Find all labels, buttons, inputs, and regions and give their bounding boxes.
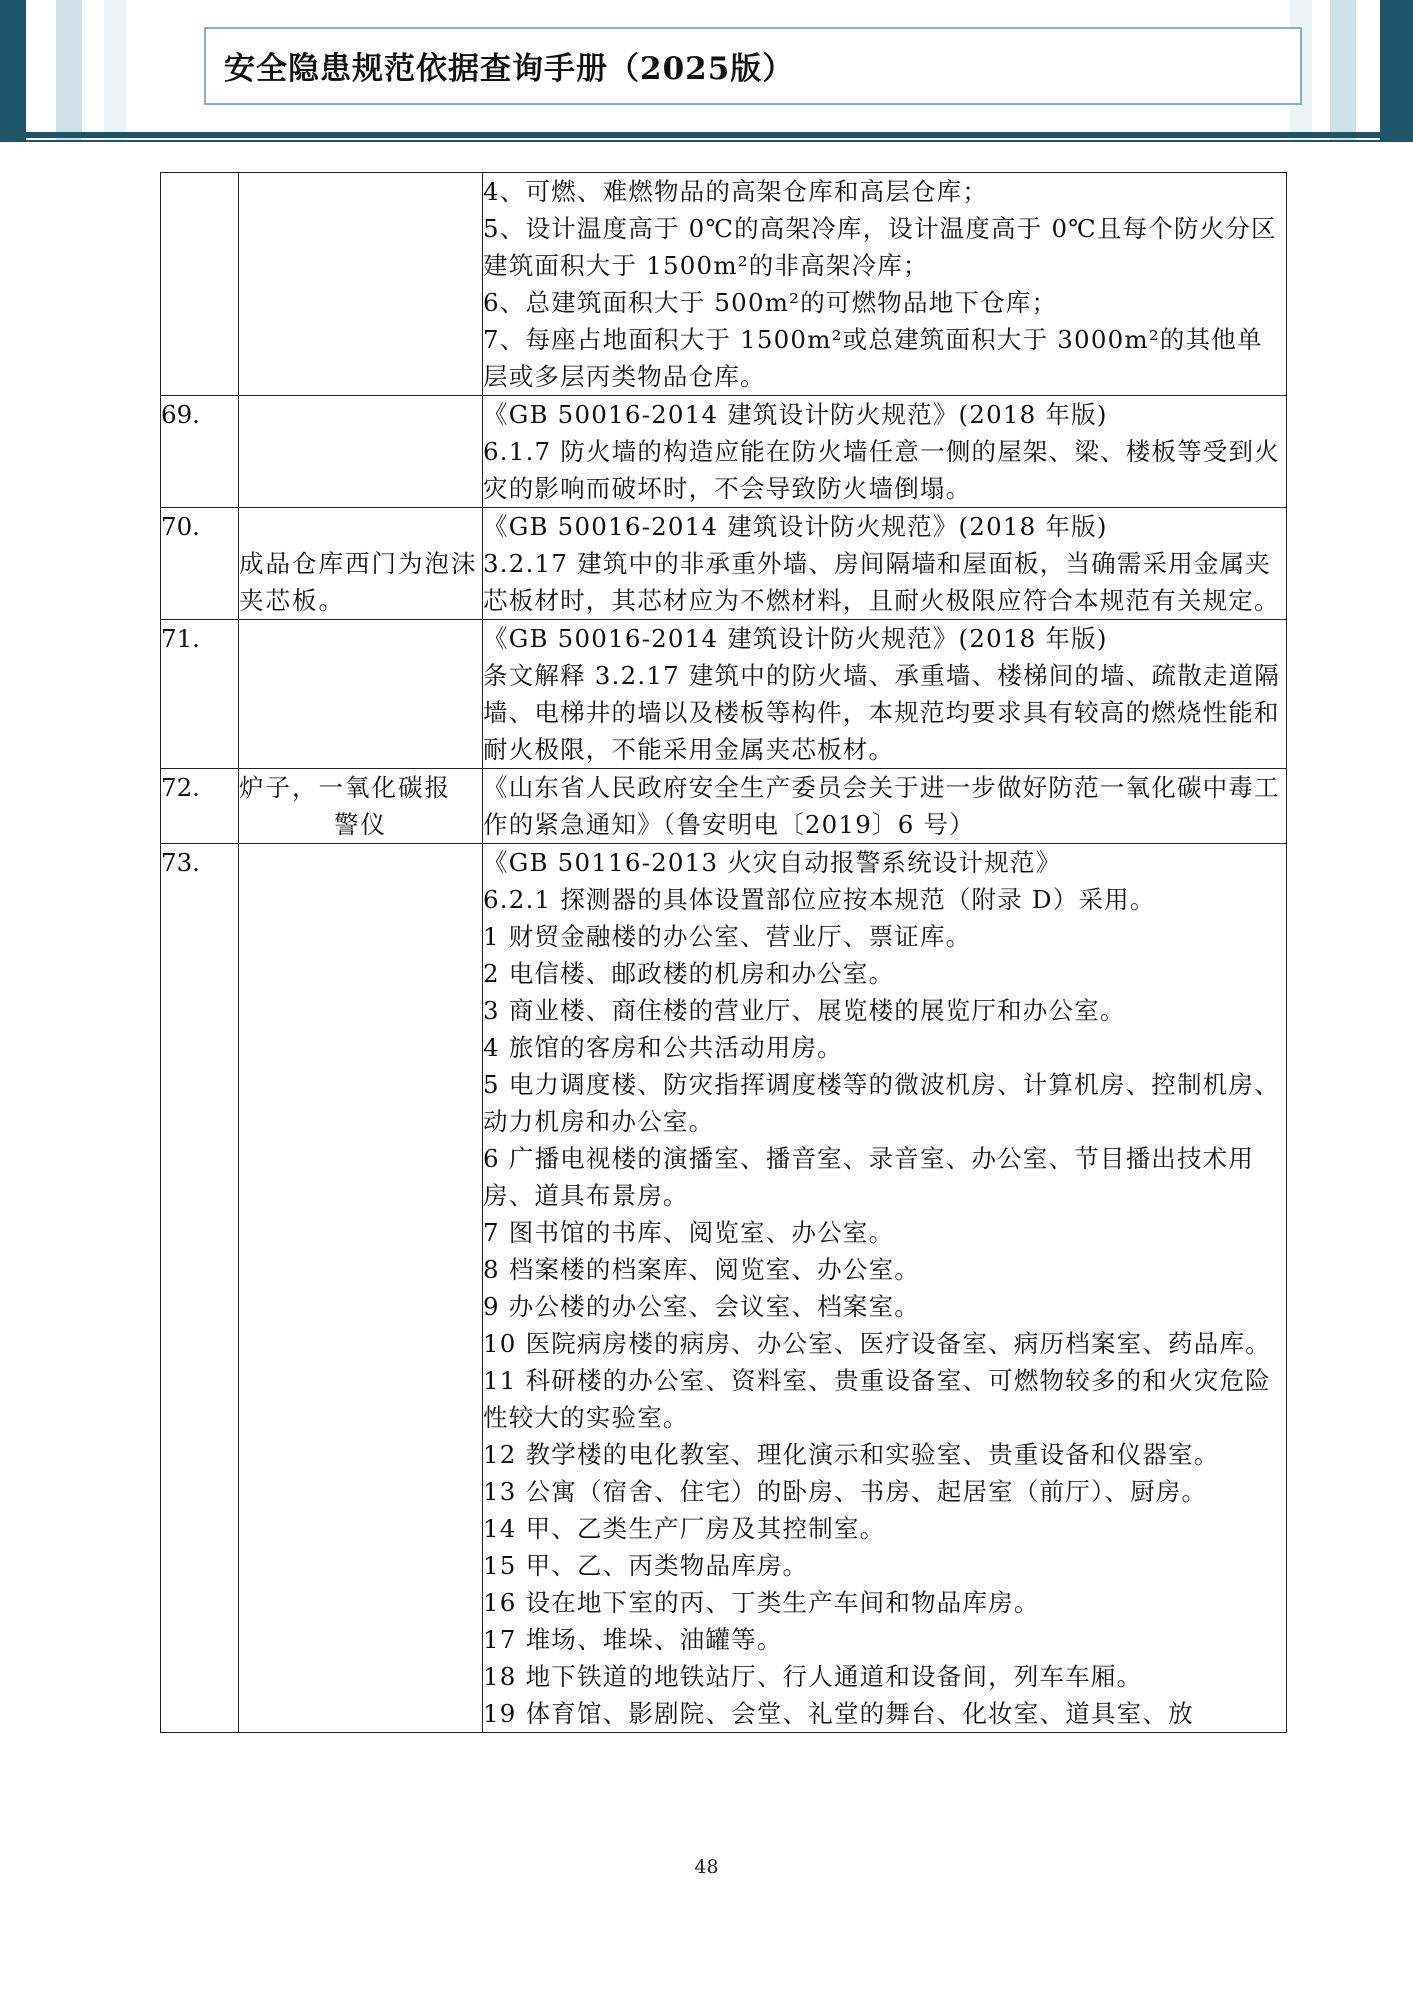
- basis-line: 3 商业楼、商住楼的营业厅、展览楼的展览厅和办公室。: [483, 996, 1126, 1025]
- basis-line: 6、总建筑面积大于 500m²的可燃物品地下仓库；: [483, 288, 1058, 317]
- basis-line: 6.2.1 探测器的具体设置部位应按本规范（附录 D）采用。: [483, 885, 1156, 914]
- hazard-cell: [239, 769, 483, 844]
- basis-cell: [483, 620, 1287, 769]
- basis-line: 3.2.17 建筑中的非承重外墙、房间隔墙和屋面板，当确需采用金属夹芯板材时，其芯材应为不燃材料，且耐火极限应符合本规范有关规定。: [483, 549, 1280, 615]
- basis-cell: [483, 173, 1287, 396]
- regulation-table: [160, 172, 1287, 1733]
- hazard-cell: [239, 508, 483, 620]
- basis-line: 10 医院病房楼的病房、办公室、医疗设备室、病历档案室、药品库。: [483, 1329, 1271, 1358]
- header-rule: [0, 132, 1413, 138]
- basis-line: 4、可燃、难燃物品的高架仓库和高层仓库；: [483, 177, 989, 206]
- basis-line: 14 甲、乙类生产厂房及其控制室。: [483, 1514, 886, 1543]
- basis-line: 19 体育馆、影剧院、会堂、礼堂的舞台、化妆室、道具室、放: [483, 1699, 1194, 1728]
- basis-line: 4 旅馆的客房和公共活动用房。: [483, 1033, 843, 1062]
- table-row: [161, 508, 1287, 620]
- header-title-box: [204, 27, 1302, 105]
- header-stripe-dark-left: [0, 0, 26, 142]
- row-number: [161, 173, 239, 396]
- basis-line: 15 甲、乙、丙类物品库房。: [483, 1551, 809, 1580]
- page-number: 48: [694, 1856, 719, 1878]
- regulation-table-body: [161, 173, 1287, 1733]
- basis-line: 《GB 50016-2014 建筑设计防火规范》(2018 年版): [483, 400, 1108, 429]
- basis-line: 12 教学楼的电化教室、理化演示和实验室、贵重设备和仪器室。: [483, 1440, 1220, 1469]
- row-number: 73.: [161, 844, 239, 1733]
- basis-line: 条文解释 3.2.17 建筑中的防火墙、承重墙、楼梯间的墙、疏散走道隔墙、电梯井的墙以及楼板等构件，本规范均要求具有较高的燃烧性能和耐火极限，不能采用金属夹芯板材。: [483, 661, 1280, 764]
- header-stripe-mid-right: [1330, 0, 1356, 142]
- basis-line: 6 广播电视楼的演播室、播音室、录音室、办公室、节目播出技术用房、道具布景房。: [483, 1144, 1255, 1210]
- hazard-cell: [239, 173, 483, 396]
- page-title: 安全隐患规范依据查询手册（2025版）: [224, 51, 795, 87]
- hazard-cell: [239, 844, 483, 1733]
- basis-line: 5 电力调度楼、防灾指挥调度楼等的微波机房、计算机房、控制机房、动力机房和办公室。: [483, 1070, 1280, 1136]
- hazard-text: 警仪: [334, 810, 387, 839]
- row-number: 71.: [161, 620, 239, 769]
- header-stripe-mid-left: [56, 0, 82, 142]
- basis-line: 7 图书馆的书库、阅览室、办公室。: [483, 1218, 895, 1247]
- basis-line: 18 地下铁道的地铁站厅、行人通道和设备间，列车车厢。: [483, 1662, 1143, 1691]
- basis-line: 7、每座占地面积大于 1500m²或总建筑面积大于 3000m²的其他单层或多层丙类物品仓库。: [483, 325, 1263, 391]
- basis-line: 11 科研楼的办公室、资料室、贵重设备室、可燃物较多的和火灾危险性较大的实验室。: [483, 1366, 1271, 1432]
- table-row: [161, 769, 1287, 844]
- basis-line: 《GB 50016-2014 建筑设计防火规范》(2018 年版): [483, 624, 1108, 653]
- table-row: [161, 396, 1287, 508]
- basis-line: 17 堆场、堆垛、油罐等。: [483, 1625, 783, 1654]
- basis-line: 9 办公楼的办公室、会议室、档案室。: [483, 1292, 920, 1321]
- hazard-text: 炉子，一氧化碳报: [239, 773, 451, 802]
- table-row: [161, 620, 1287, 769]
- basis-line: 2 电信楼、邮政楼的机房和办公室。: [483, 959, 895, 988]
- hazard-text: 成品仓库西门为泡沫夹芯板。: [239, 549, 478, 615]
- row-number: 70.: [161, 508, 239, 620]
- hazard-cell: [239, 620, 483, 769]
- basis-cell: [483, 508, 1287, 620]
- basis-cell: [483, 769, 1287, 844]
- basis-line: 1 财贸金融楼的办公室、营业厅、票证库。: [483, 922, 972, 951]
- basis-line: 16 设在地下室的丙、丁类生产车间和物品库房。: [483, 1588, 1040, 1617]
- header-stripe-dark-right: [1380, 0, 1413, 142]
- table-row: [161, 844, 1287, 1733]
- hazard-cell: [239, 396, 483, 508]
- header-rule-thin: [0, 140, 1413, 142]
- basis-line: 8 档案楼的档案库、阅览室、办公室。: [483, 1255, 920, 1284]
- basis-line: 《GB 50116-2013 火灾自动报警系统设计规范》: [483, 848, 1062, 877]
- basis-line: 《GB 50016-2014 建筑设计防火规范》(2018 年版): [483, 512, 1108, 541]
- table-row: [161, 173, 1287, 396]
- row-number: 72.: [161, 769, 239, 844]
- header-stripe-light-left: [104, 0, 126, 142]
- basis-line: 5、设计温度高于 0℃的高架冷库，设计温度高于 0℃且每个防火分区建筑面积大于 1500m²的非高架冷库；: [483, 214, 1277, 280]
- basis-cell: [483, 396, 1287, 508]
- basis-line: 13 公寓（宿舍、住宅）的卧房、书房、起居室（前厅）、厨房。: [483, 1477, 1208, 1506]
- basis-cell: [483, 844, 1287, 1733]
- basis-line: 《山东省人民政府安全生产委员会关于进一步做好防范一氧化碳中毒工作的紧急通知》（鲁安明电〔2019〕6 号）: [483, 773, 1280, 839]
- row-number: 69.: [161, 396, 239, 508]
- basis-line: 6.1.7 防火墙的构造应能在防火墙任意一侧的屋架、梁、楼板等受到火灾的影响而破坏时，不会导致防火墙倒塌。: [483, 437, 1280, 503]
